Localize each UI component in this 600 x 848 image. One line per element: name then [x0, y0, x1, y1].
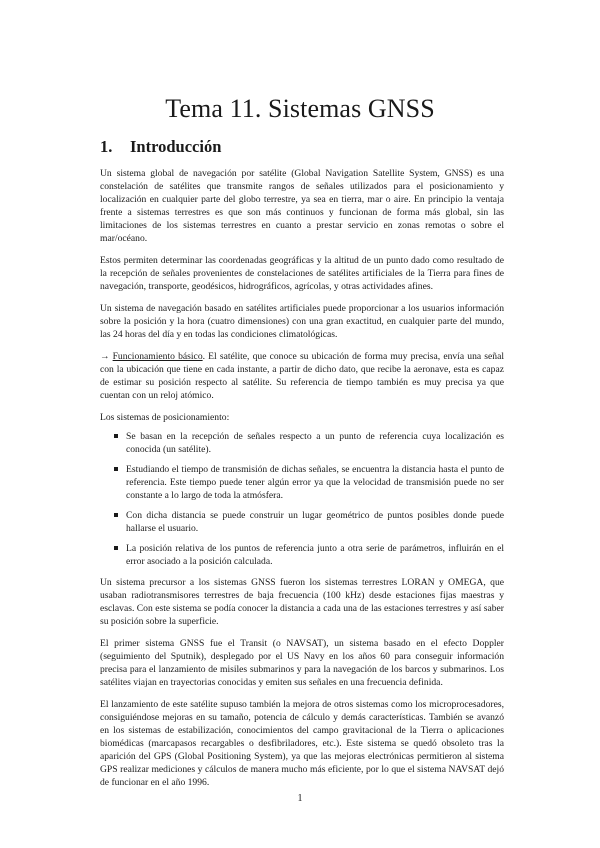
list-item	[126, 430, 504, 456]
paragraph: Estos permiten determinar las coordenadas geográficas y la altitud de un punto dado como resultado de la recepción de señales provenientes de constelaciones de satélites artificiales de la Tierra para fines de navegación, transporte, geodésicos, hidrográficos, agrícolas, y otras actividades afines.	[100, 255, 504, 292]
arrow-icon: →	[100, 351, 110, 362]
bullet-icon	[114, 513, 118, 517]
bullet-icon	[114, 467, 118, 471]
paragraph: Un sistema global de navegación por satélite (Global Navigation Satellite System, GNSS) es una constelación de satélites que transmite rangos de señales utilizados para el posicionamiento y localización en cualquier parte del globo terrestre, ya sea en tierra, mar o aire. En principio la ventaja frente a sistemas terrestres es que son más continuos y funcionan de forma más global, sin las limitaciones de los sistemas terrestres en cuanto a prestar servicio en zonas remotas o sobre el mar/océano.	[100, 168, 504, 244]
paragraph: Los sistemas de posicionamiento:	[100, 412, 230, 423]
list-item-text: Se basan en la recepción de señales respecto a un punto de referencia cuya localización es conocida (un satélite).	[126, 431, 504, 455]
paragraph-text: . El satélite, que conoce su ubicación de forma muy precisa, envía una señal con la ubicación que tiene en cada instante, a partir de dicho dato, que recibe la aeronave, esta es capaz de estimar su posición respecto al satélite. Su referencia de tiempo también es muy precisa ya que cuentan con un reloj atómico.	[100, 351, 504, 401]
list-item-text: Estudiando el tiempo de transmisión de dichas señales, se encuentra la distancia hasta el punto de referencia. Este tiempo puede tener algún error ya que la velocidad de transmisión puede no ser constante a lo largo de toda la atmósfera.	[126, 464, 504, 501]
list-item	[126, 509, 504, 535]
section-title: Introducción	[130, 137, 222, 156]
bullet-icon	[114, 546, 118, 550]
page-number: 1	[297, 793, 303, 804]
paragraph: El lanzamiento de este satélite supuso también la mejora de otros sistemas como los microprocesadores, consiguiéndose mejoras en su tamaño, potencia de cálculo y demás características. También se avanzó en los sistemas de estabilización, conocimientos del campo gravitacional de la Tierra o aplicaciones biomédicas (marcapasos recargables o desfibriladores, etc.). Este sistema se quedó obsoleto tras la aparición del GPS (Global Positioning System), ya que las mejoras electrónicas permitieron al sistema GPS realizar mediciones y cálculos de manera mucho más eficiente, por lo que el sistema NAVSAT dejó de funcionar en el año 1996.	[100, 699, 504, 788]
underlined-label: Funcionamiento básico	[112, 351, 203, 362]
paragraph: El primer sistema GNSS fue el Transit (o NAVSAT), un sistema basado en el efecto Doppler (seguimiento del Sputnik), desplegado por el US Navy en los años 60 para conseguir información precisa para el lanzamiento de misiles submarinos y para la navegación de los barcos y submarinos. Los satélites viajan en trayectorias conocidas y emiten sus señales en una frecuencia definida.	[100, 638, 504, 688]
list-item	[126, 542, 504, 568]
bullet-icon	[114, 434, 118, 438]
list-item-text: Con dicha distancia se puede construir un lugar geométrico de puntos posibles donde puede hallarse el usuario.	[126, 510, 504, 534]
document-title: Tema 11. Sistemas GNSS	[165, 94, 435, 123]
section-number: 1.	[100, 137, 113, 156]
bullet-list	[100, 430, 504, 568]
paragraph-funcionamiento	[100, 350, 504, 402]
list-item	[126, 463, 504, 502]
paragraph: Un sistema de navegación basado en satélites artificiales puede proporcionar a los usuarios información sobre la posición y la hora (cuatro dimensiones) con una gran exactitud, en cualquier parte del mundo, las 24 horas del día y en todas las condiciones climatológicas.	[100, 303, 504, 340]
section-heading	[100, 137, 221, 157]
list-item-text: La posición relativa de los puntos de referencia junto a otra serie de parámetros, influirán en el error asociado a la posición calculada.	[126, 543, 504, 567]
paragraph: Un sistema precursor a los sistemas GNSS fueron los sistemas terrestres LORAN y OMEGA, que usaban radiotransmisores terrestres de baja frecuencia (100 kHz) desde estaciones fijas maestras y esclavas. Con este sistema se podía conocer la distancia a cada una de las estaciones terrestres y así saber su posición sobre la superficie.	[100, 577, 504, 627]
document-body	[100, 167, 504, 798]
